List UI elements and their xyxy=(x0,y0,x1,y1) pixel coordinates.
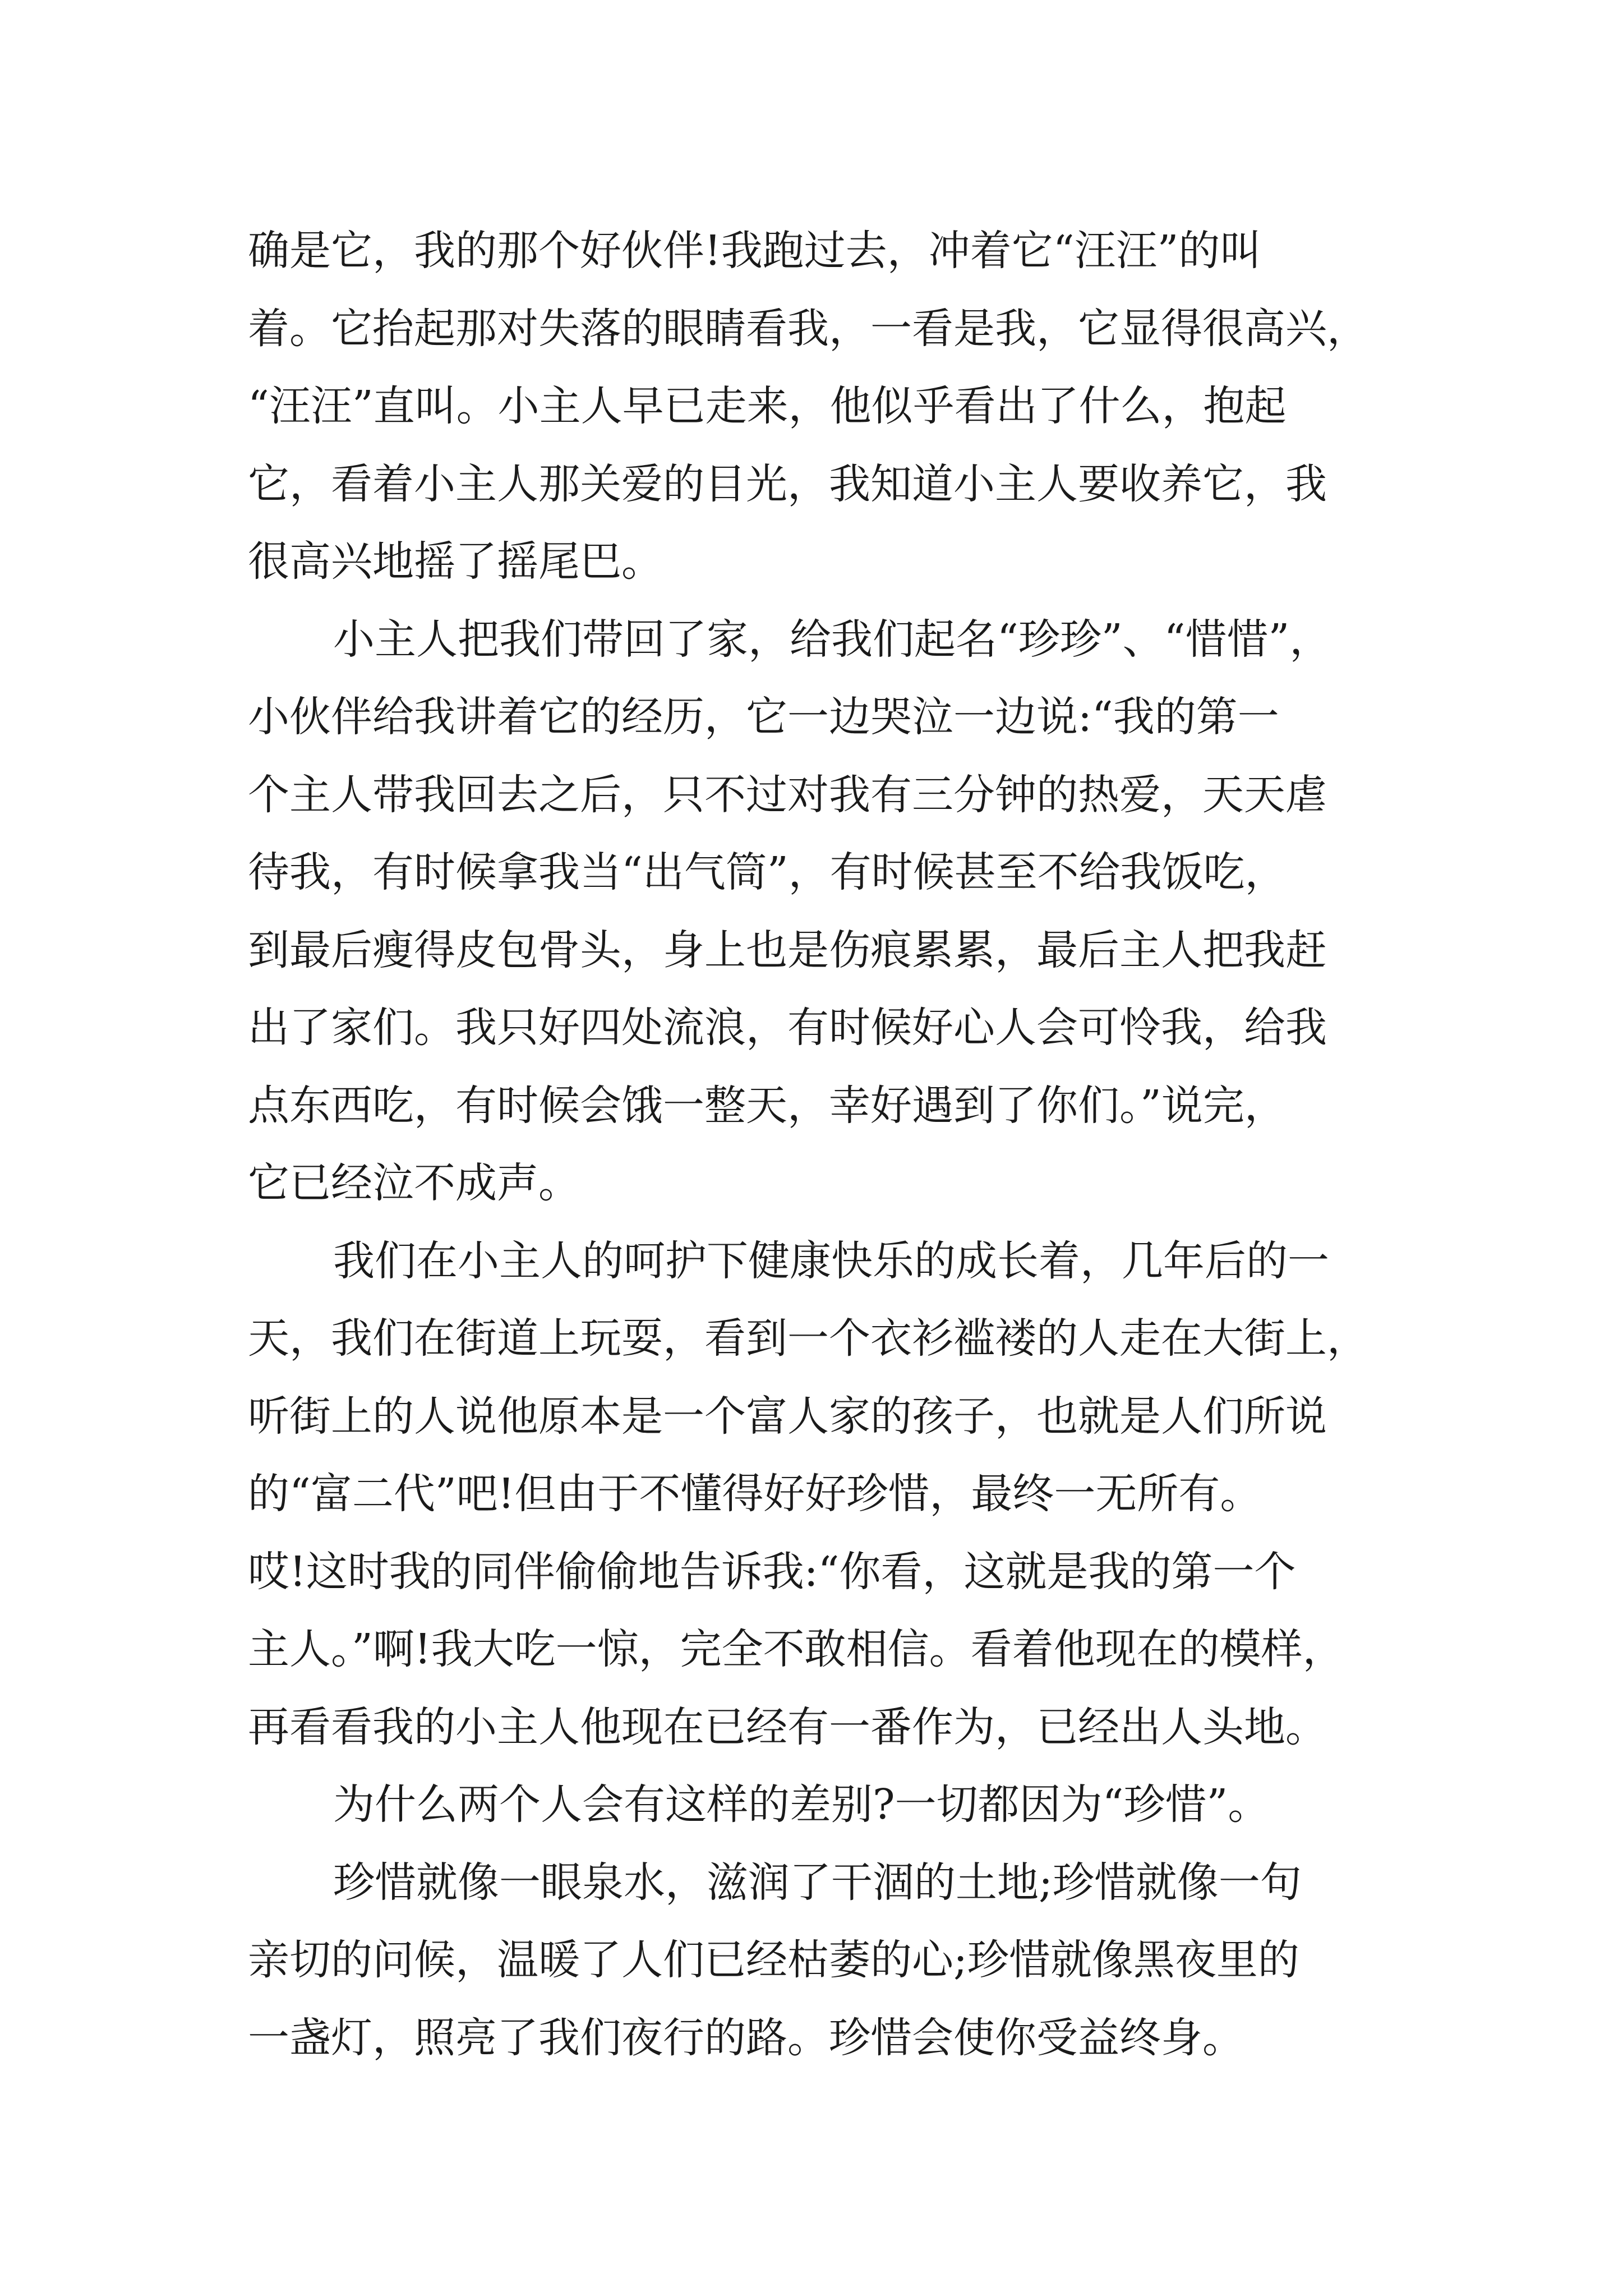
text-line: 主人。”啊!我大吃一惊，完全不敢相信。看着他现在的模样， xyxy=(248,1625,1344,1673)
text-line: 它已经泣不成声。 xyxy=(248,1159,580,1207)
text-line: 出了家们。我只好四处流浪，有时候好心人会可怜我，给我 xyxy=(248,1004,1327,1052)
text-line: 听街上的人说他原本是一个富人家的孩子，也就是人们所说 xyxy=(248,1392,1327,1441)
paragraph-first-line: 珍惜就像一眼泉水，滋润了干涸的土地;珍惜就像一句 xyxy=(333,1858,1302,1907)
text-line: 的“富二代”吧!但由于不懂得好好珍惜，最终一无所有。 xyxy=(248,1470,1262,1518)
text-line: 确是它，我的那个好伙伴!我跑过去，冲着它“汪汪”的叫 xyxy=(248,227,1262,275)
text-line: 着。它抬起那对失落的眼睛看我，一看是我，它显得很高兴， xyxy=(248,304,1368,353)
text-line: 待我，有时候拿我当“出气筒”，有时候甚至不给我饭吃， xyxy=(248,848,1287,896)
text-line: 一盏灯，照亮了我们夜行的路。珍惜会使你受益终身。 xyxy=(248,2013,1244,2062)
text-line: 天，我们在街道上玩耍，看到一个衣衫褴褛的人走在大街上， xyxy=(248,1314,1368,1363)
text-line: 它，看着小主人那关爱的目光，我知道小主人要收养它，我 xyxy=(248,459,1327,508)
text-line: 到最后瘦得皮包骨头，身上也是伤痕累累，最后主人把我赶 xyxy=(248,926,1327,974)
paragraph-first-line: 为什么两个人会有这样的差别?一切都因为“珍惜”。 xyxy=(333,1780,1270,1829)
text-line: 个主人带我回去之后，只不过对我有三分钟的热爱，天天虐 xyxy=(248,770,1327,819)
text-line: 亲切的问候，温暖了人们已经枯萎的心;珍惜就像黑夜里的 xyxy=(248,1936,1299,1984)
paragraph-first-line: 小主人把我们带回了家，给我们起名“珍珍”、“惜惜”， xyxy=(333,615,1331,664)
text-line: 点东西吃，有时候会饿一整天，幸好遇到了你们。”说完， xyxy=(248,1081,1286,1130)
text-line: “汪汪”直叫。小主人早已走来，他似乎看出了什么，抱起 xyxy=(248,382,1287,430)
text-line: 再看看我的小主人他现在已经有一番作为，已经出人头地。 xyxy=(248,1703,1327,1751)
body-text xyxy=(248,212,1386,2077)
text-line: 很高兴地摇了摇尾巴。 xyxy=(248,537,663,586)
paragraph-first-line: 我们在小主人的呵护下健康快乐的成长着，几年后的一 xyxy=(333,1236,1329,1285)
text-line: 小伙伴给我讲着它的经历，它一边哭泣一边说:“我的第一 xyxy=(248,693,1279,741)
text-line: 哎!这时我的同伴偷偷地告诉我:“你看，这就是我的第一个 xyxy=(248,1547,1296,1596)
